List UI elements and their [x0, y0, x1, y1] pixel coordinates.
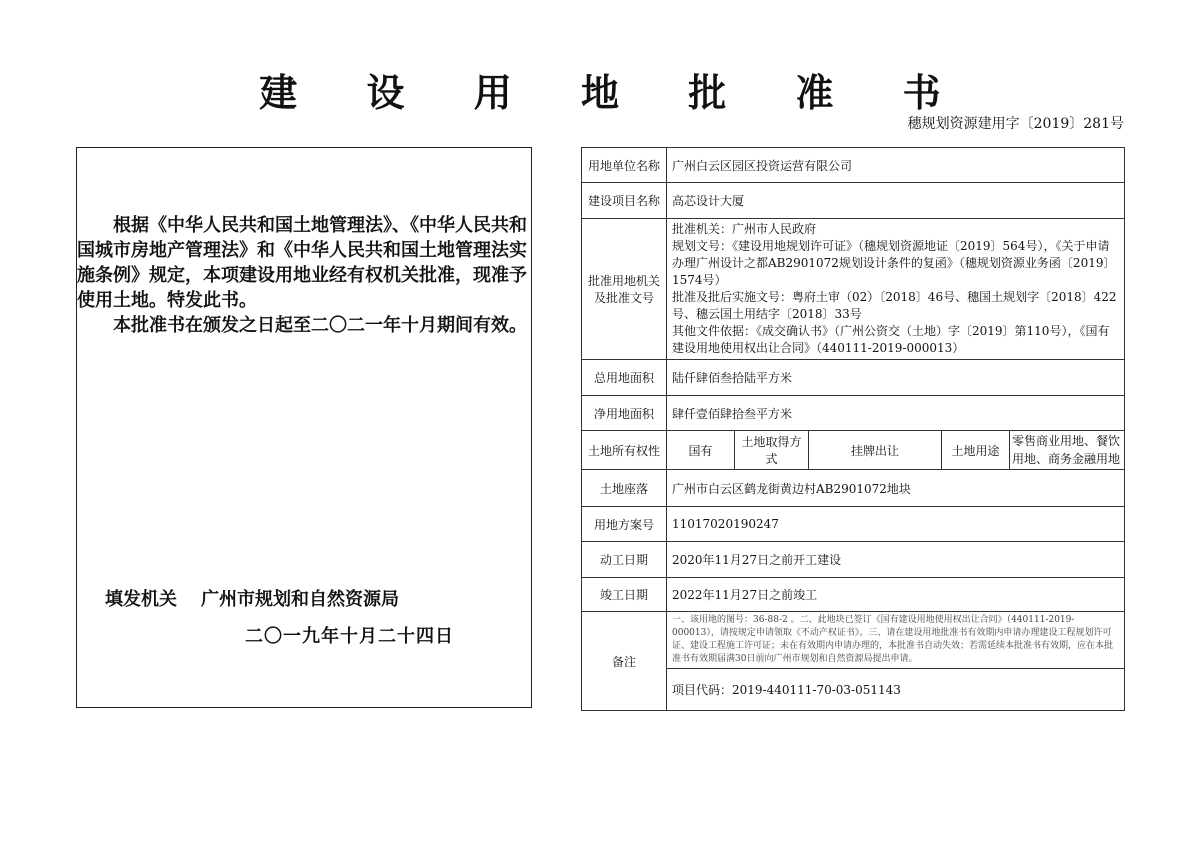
issuer-label: 填发机关	[105, 589, 177, 610]
total-area-value: 陆仟肆佰叁拾陆平方米	[667, 360, 1125, 396]
statement-paragraph-2: 本批准书在颁发之日起至二〇二一年十月期间有效。	[113, 315, 527, 336]
table-row	[582, 470, 1125, 507]
acquisition-method-value: 挂牌出让	[809, 431, 942, 470]
net-area-value: 肆仟壹佰肆拾叁平方米	[667, 396, 1125, 431]
project-code: 项目代码：2019-440111-70-03-051143	[667, 669, 1125, 711]
table-row	[582, 507, 1125, 542]
land-usage-value: 零售商业用地、餐饮用地、商务金融用地	[1010, 431, 1125, 470]
approval-other-refs: 其他文件依据：《成交确认书》（广州公资交（土地）字〔2019〕第110号），《国有建设用地使用权出让合同》（440111-2019-000013）	[672, 324, 1110, 355]
table-row	[582, 219, 1125, 360]
table-row	[582, 612, 1125, 669]
approval-statement-body	[77, 213, 531, 338]
location-label: 土地座落	[582, 470, 667, 507]
land-info-table	[581, 147, 1125, 711]
plan-number-label: 用地方案号	[582, 507, 667, 542]
table-row	[582, 431, 1125, 470]
notes-text: 一、该用地的图号：36-88-2 。二、此地块已签订《国有建设用地使用权出让合同》（440111-2019-000013），请按规定申请领取《不动产权证书》。三、请在建设用地批准书有效期内申请办理建设工程规划许可证、建设工程施工许可证；未在有效期内申请办理的，本批准书自动失效；若需延续本批准书有效期，应在本批准书有效期届满30日前向广州市规划和自然资源局提出申请。	[667, 612, 1125, 669]
completion-date-value: 2022年11月27日之前竣工	[667, 578, 1125, 612]
start-date-label: 动工日期	[582, 542, 667, 578]
approval-value	[667, 219, 1125, 360]
approval-label: 批准用地机关及批准文号	[582, 219, 667, 360]
table-row	[582, 148, 1125, 183]
table-row	[582, 396, 1125, 431]
table-row	[582, 360, 1125, 396]
approval-planning-refs: 规划文号：《建设用地规划许可证》（穗规划资源地证〔2019〕564号），《关于申请办理广州设计之都AB2901072规划设计条件的复函》（穗规划资源业务函〔2019〕1574号）	[672, 239, 1116, 287]
table-row	[582, 578, 1125, 612]
acquisition-method-label: 土地取得方式	[735, 431, 809, 470]
approval-authority: 批准机关：广州市人民政府	[672, 222, 817, 236]
issuer-name: 广州市规划和自然资源局	[201, 589, 399, 610]
issue-date: 二〇一九年十月二十四日	[245, 626, 454, 647]
issuer-line	[105, 585, 399, 611]
ownership-label: 土地所有权性	[582, 431, 667, 470]
location-value: 广州市白云区鹤龙街黄边村AB2901072地块	[667, 470, 1125, 507]
table-row	[582, 542, 1125, 578]
document-title: 建 设 用 地 批 准 书	[259, 71, 969, 115]
total-area-label: 总用地面积	[582, 360, 667, 396]
project-value: 高芯设计大厦	[667, 183, 1125, 219]
approval-statement-panel	[76, 147, 532, 708]
notes-label: 备注	[582, 612, 667, 711]
approval-implementation-refs: 批准及批后实施文号：粤府土审（02）〔2018〕46号、穗国土规划字〔2018〕422号、穗云国土用结字〔2018〕33号	[672, 290, 1117, 321]
document-number: 穗规划资源建用字〔2019〕281号	[907, 116, 1124, 132]
land-user-value: 广州白云区园区投资运营有限公司	[667, 148, 1125, 183]
ownership-value: 国有	[667, 431, 735, 470]
start-date-value: 2020年11月27日之前开工建设	[667, 542, 1125, 578]
land-user-label: 用地单位名称	[582, 148, 667, 183]
project-label: 建设项目名称	[582, 183, 667, 219]
net-area-label: 净用地面积	[582, 396, 667, 431]
statement-paragraph-1: 根据《中华人民共和国土地管理法》、《中华人民共和国城市房地产管理法》和《中华人民共和国土地管理法实施条例》规定，本项建设用地业经有权机关批准，现准予使用土地。特发此书。	[77, 215, 527, 311]
table-row	[582, 183, 1125, 219]
plan-number-value: 11017020190247	[667, 507, 1125, 542]
land-usage-label: 土地用途	[942, 431, 1010, 470]
completion-date-label: 竣工日期	[582, 578, 667, 612]
